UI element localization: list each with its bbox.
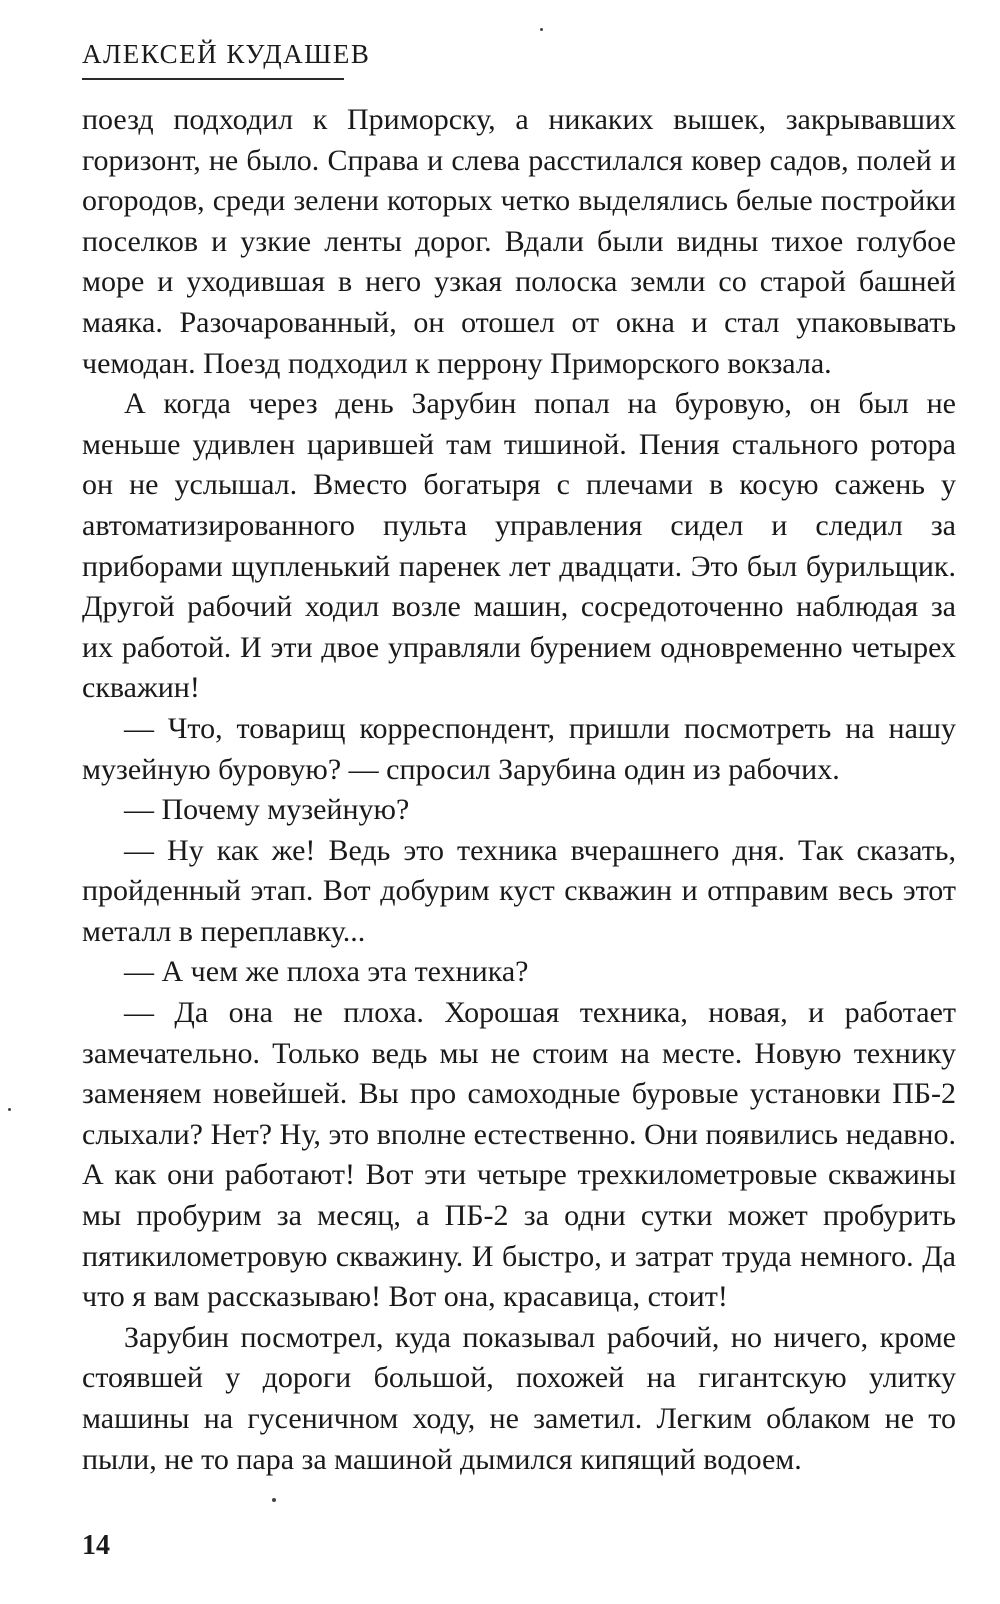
print-speck <box>8 1108 11 1111</box>
page-number: 14 <box>82 1530 110 1561</box>
dialogue-line-3: — Ну как же! Ведь это техника вчерашнего дня. Так сказать, пройденный этап. Вот добурим куст скважин и отправим весь этот металл в переплавку... <box>82 833 956 948</box>
paragraph-1: поезд подходил к Приморску, а никаких вышек, закрывавших горизонт, не было. Справа и слева расстилался ковер садов, полей и огородов, среди зелени которых четко выделялись белые постройки поселков и узкие ленты дорог. Вдали были видны тихое голубое море и уходившая в него узкая полоска земли со старой башней маяка. Разочарованный, он отошел от окна и стал упаковывать чемодан. Поезд подходил к перрону Приморского вокзала. <box>82 103 956 380</box>
paragraph-final: Зарубин посмотрел, куда показывал рабочий, но ничего, кроме стоявшей у дороги большой, похожей на гигантскую улитку машины на гусеничном ходу, не заметил. Легким облаком не то пыли, не то пара за машиной дымился кипящий водоем. <box>82 1320 956 1476</box>
print-speck <box>540 28 543 31</box>
dialogue-line-2: — Почему музейную? <box>124 793 410 827</box>
running-header: АЛЕКСЕЙ КУДАШЕВ <box>82 39 371 69</box>
body-text <box>82 100 956 1480</box>
print-speck <box>272 1498 276 1502</box>
header-rule <box>82 78 344 80</box>
dialogue-line-1: — Что, товарищ корреспондент, пришли посмотреть на нашу музейную буровую? — спросил Зарубина один из рабочих. <box>82 711 956 786</box>
dialogue-line-5: — Да она не плоха. Хорошая техника, новая, и работает замечательно. Только ведь мы не стоим на месте. Новую технику заменяем новейшей. Вы про самоходные буровые установки ПБ-2 слыхали? Нет? Ну, это вполне естественно. Они появились недавно. А как они работают! Вот эти четыре трехкилометровые скважины мы пробурим за месяц, а ПБ-2 за одни сутки может пробурить пятикилометровую скважину. И быстро, и затрат труда немного. Да что я вам рассказываю! Вот она, красавица, стоит! <box>82 996 956 1314</box>
paragraph-2: А когда через день Зарубин попал на буровую, он был не меньше удивлен царившей там тишиной. Пения стального ротора он не услышал. Вместо богатыря с плечами в косую сажень у автоматизированного пульта управления сидел и следил за приборами щупленький паренек лет двадцати. Это был бурильщик. Другой рабочий ходил возле машин, сосредоточенно наблюдая за их работой. И эти двое управляли бурением одновременно четырех скважин! <box>82 387 956 705</box>
dialogue-line-4: — А чем же плоха эта техника? <box>124 955 529 989</box>
